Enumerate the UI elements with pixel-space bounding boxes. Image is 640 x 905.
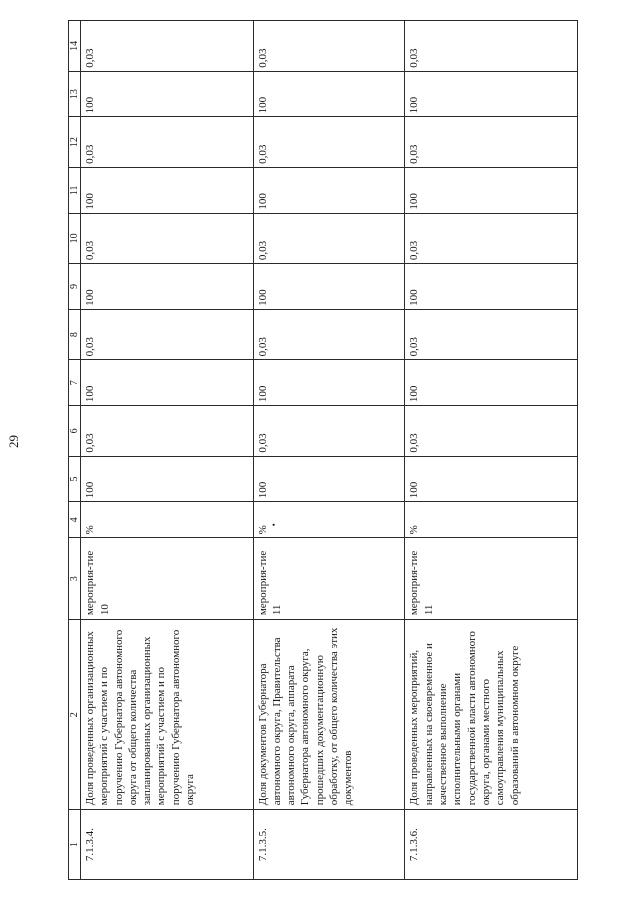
column-header: 12 (69, 117, 81, 168)
row-event: мероприя-тие 10 (81, 538, 254, 620)
column-header: 14 (69, 21, 81, 72)
row-code: 7.1.3.6. (405, 810, 578, 880)
row-value: 100 (253, 264, 405, 310)
page-number: 29 (6, 435, 21, 448)
row-value: 100 (405, 360, 578, 406)
column-header: 10 (69, 213, 81, 264)
row-value: 0,03 (81, 406, 254, 457)
row-value: 100 (405, 71, 578, 117)
column-header: 9 (69, 264, 81, 310)
table-row (405, 21, 578, 880)
row-value: 100 (81, 167, 254, 213)
row-value: 0,03 (81, 213, 254, 264)
row-event: мероприя-тие 11 (405, 538, 578, 620)
column-header: 7 (69, 360, 81, 406)
row-value: 100 (405, 456, 578, 502)
column-header: 8 (69, 309, 81, 360)
row-value: 0,03 (253, 213, 405, 264)
row-value: 100 (81, 264, 254, 310)
row-value: 0,03 (253, 406, 405, 457)
row-unit: % (81, 502, 254, 538)
row-value: 100 (81, 360, 254, 406)
row-value: 0,03 (253, 21, 405, 72)
row-value: 0,03 (405, 213, 578, 264)
rotated-table-wrapper (68, 20, 578, 880)
row-code: 7.1.3.4. (81, 810, 254, 880)
row-value: 100 (253, 167, 405, 213)
table-row (253, 21, 405, 880)
row-value: 0,03 (405, 309, 578, 360)
row-value: 0,03 (405, 406, 578, 457)
row-unit: % (405, 502, 578, 538)
row-value: 0,03 (405, 117, 578, 168)
table-row (81, 21, 254, 880)
row-value: 100 (405, 167, 578, 213)
row-value: 100 (405, 264, 578, 310)
row-unit: % (256, 525, 269, 535)
row-description: Доля проведенных организационных мероприятий с участием и по поручению Губернатора автономного округа от общего количества запланированных организационных мероприятий с участием и по поручению Губернатора автономного округа (81, 620, 254, 810)
unit-mark: • (269, 523, 280, 527)
column-header: 6 (69, 406, 81, 457)
column-header: 13 (69, 71, 81, 117)
row-code: 7.1.3.5. (253, 810, 405, 880)
row-value: 0,03 (253, 309, 405, 360)
column-header: 11 (69, 167, 81, 213)
table-header-row (69, 21, 81, 880)
row-value: 100 (81, 456, 254, 502)
column-header: 5 (69, 456, 81, 502)
row-description: Доля документов Губернатора автономного округа, Правительства автономного округа, аппарата Губернатора автономного округа, прошедших документационную обработку, от общего количества этих документов (253, 620, 405, 810)
row-value: 0,03 (81, 21, 254, 72)
row-value: 0,03 (81, 117, 254, 168)
column-header: 2 (69, 620, 81, 810)
row-value: 0,03 (405, 21, 578, 72)
row-unit-cell (253, 502, 405, 538)
row-value: 100 (81, 71, 254, 117)
row-value: 0,03 (253, 117, 405, 168)
row-event: мероприя-тие 11 (253, 538, 405, 620)
column-header: 1 (69, 810, 81, 880)
column-header: 4 (69, 502, 81, 538)
row-value: 0,03 (81, 309, 254, 360)
column-header: 3 (69, 538, 81, 620)
row-value: 100 (253, 71, 405, 117)
row-value: 100 (253, 456, 405, 502)
row-value: 100 (253, 360, 405, 406)
data-table (68, 20, 578, 880)
row-description: Доля проведенных мероприятий, направленных на своевременное и качественное выполнение исполнительными органами государственной власти автономного округа, органами местного самоуправления муниципальных образований в автономном округе (405, 620, 578, 810)
